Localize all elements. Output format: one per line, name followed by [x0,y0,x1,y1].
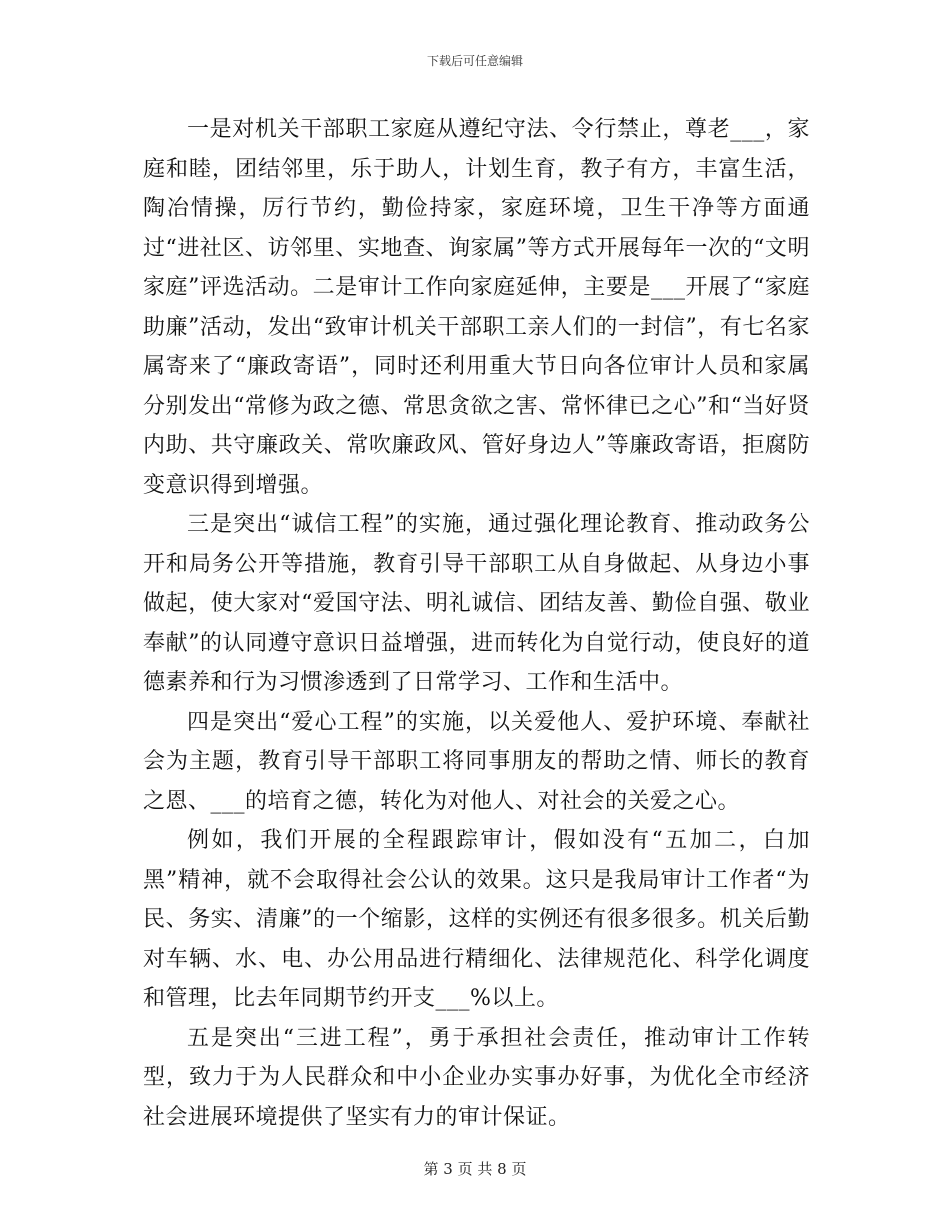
paragraph-integrity-project: 三是突出“诚信工程”的实施，通过强化理论教育、推动政务公开和局务公开等措施，教育引导干部职工从自身做起、从身边小事做起，使大家对“爱国守法、明礼诚信、团结友善、勤俭自强、敬业奉献”的认同遵守意识日益增强，进而转化为自觉行动，使良好的道德素养和行为习惯渗透到了日常学习、工作和生活中。 [143,512,810,695]
document-body [143,110,810,1137]
paragraph-care-project: 四是突出“爱心工程”的实施，以关爱他人、爱护环境、奉献社会为主题，教育引导干部职工将同事朋友的帮助之情、师长的教育之恩、___的培育之德，转化为对他人、对社会的关爱之心。 [143,709,810,814]
page-header-note: 下载后可任意编辑 [426,54,523,68]
paragraph-example-audit: 例如，我们开展的全程跟踪审计，假如没有“五加二，白加黑”精神，就不会取得社会公认的效果。这只是我局审计工作者“为民、务实、清廉”的一个缩影，这样的实例还有很多很多。机关后勤对车辆、水、电、办公用品进行精细化、法律规范化、科学化调度和管理，比去年同期节约开支___%以上。 [143,828,810,1011]
paragraph-three-entry-project: 五是突出“三进工程”，勇于承担社会责任，推动审计工作转型，致力于为人民群众和中小企业办实事办好事，为优化全市经济社会进展环境提供了坚实有力的审计保证。 [143,1025,810,1130]
paragraph-family-activities: 一是对机关干部职工家庭从遵纪守法、令行禁止，尊老___，家庭和睦，团结邻里，乐于助人，计划生育，教子有方，丰富生活，陶冶情操，厉行节约，勤俭持家，家庭环境，卫生干净等方面通过“进社区、访邻里、实地查、询家属”等方式开展每年一次的“文明家庭”评选活动。二是审计工作向家庭延伸，主要是___开展了“家庭助廉”活动，发出“致审计机关干部职工亲人们的一封信”，有七名家属寄来了“廉政寄语”，同时还利用重大节日向各位审计人员和家属分别发出“常修为政之德、常思贪欲之害、常怀律已之心”和“当好贤内助、共守廉政关、常吹廉政风、管好身边人”等廉政寄语，拒腐防变意识得到增强。 [143,117,810,498]
page-number: 第 3 页 共 8 页 [423,1160,527,1178]
